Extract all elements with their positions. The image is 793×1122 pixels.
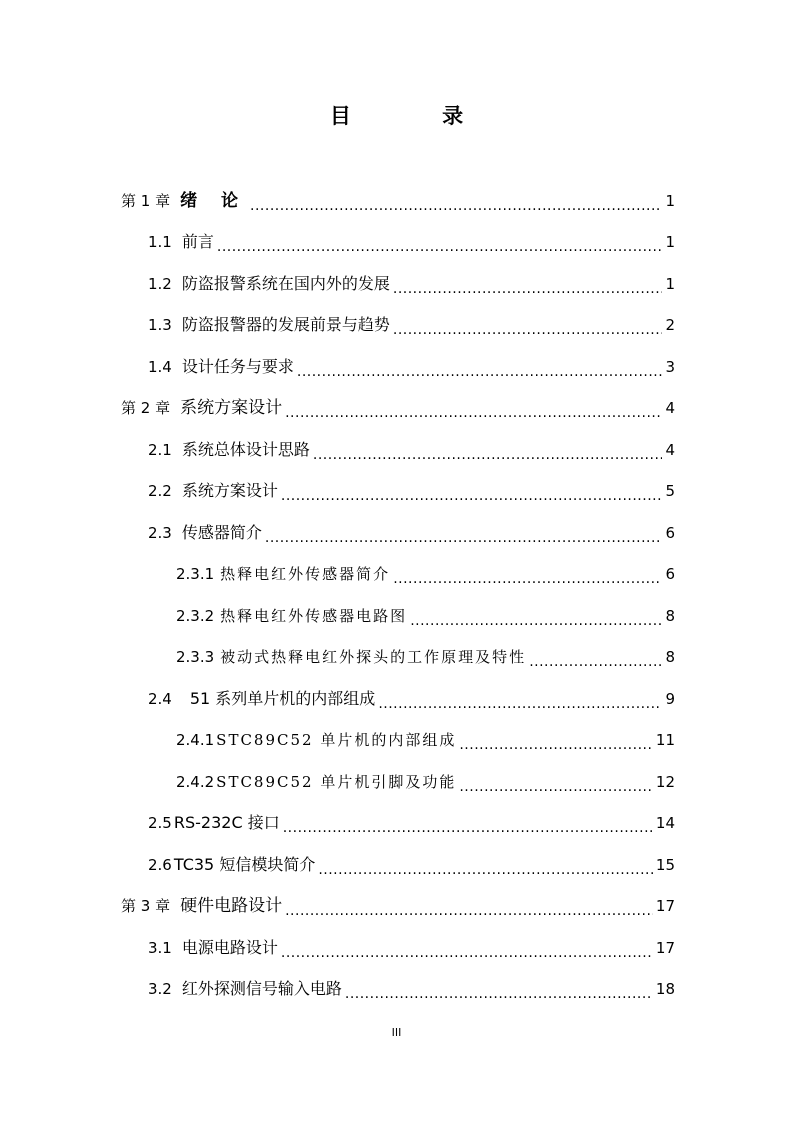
toc-entry-title: 绪 论 [180, 191, 248, 211]
toc-leader-dots [410, 601, 662, 631]
toc-entry-page: 15 [655, 856, 675, 874]
toc-entry-title: 设计任务与要求 [181, 357, 294, 376]
toc-entry-title: 热释电红外传感器电路图 [220, 607, 408, 625]
toc-entry-page: 18 [655, 980, 675, 998]
toc-entry-title: STC89C52 单片机引脚及功能 [216, 773, 457, 791]
toc-entry-2-3-3[interactable] [176, 642, 675, 672]
toc-entry-page: 5 [665, 482, 675, 500]
toc-entry-page: 6 [665, 565, 675, 583]
toc-entry-2-3[interactable] [148, 518, 675, 548]
toc-entry-page: 12 [655, 773, 675, 791]
toc-entry-2-1[interactable] [148, 435, 675, 465]
toc-entry-page: 6 [665, 524, 675, 542]
toc-entry-page: 1 [665, 192, 675, 210]
toc-entry-2-2[interactable] [148, 476, 675, 506]
toc-entry-title: 防盗报警系统在国内外的发展 [181, 274, 390, 293]
toc-entry-page: 3 [665, 358, 675, 376]
toc-leader-dots [345, 974, 653, 1004]
toc-entry-page: 14 [655, 814, 675, 832]
toc-leader-dots [281, 476, 663, 506]
toc-entry-title: 硬件电路设计 [180, 896, 283, 916]
toc-entry-number: 3.2 [148, 980, 172, 998]
toc-leader-dots [281, 933, 653, 963]
toc-entry-number: 2.3.2 [176, 607, 215, 625]
toc-entry-page: 4 [665, 399, 675, 417]
toc-leader-dots [393, 310, 663, 340]
toc-entry-number: 2.2 [148, 482, 172, 500]
toc-leader-dots [265, 518, 663, 548]
toc-entry-page: 1 [665, 233, 675, 251]
toc-entry-title: 热释电红外传感器简介 [220, 565, 391, 583]
toc-entry-2-4[interactable] [148, 684, 675, 714]
toc-entry-title: 被动式热释电红外探头的工作原理及特性 [220, 648, 527, 666]
toc-entry-2-6[interactable] [148, 850, 675, 880]
toc-entry-page: 17 [655, 939, 675, 957]
toc-leader-dots [313, 435, 663, 465]
toc-entry-number: 3.1 [148, 939, 172, 957]
toc-leader-dots [250, 186, 662, 216]
toc-entry-title: 传感器简介 [181, 523, 262, 542]
page-title: 目 录 [329, 104, 506, 128]
toc-entry-1-2[interactable] [148, 269, 675, 299]
toc-entry-chapter-2[interactable] [121, 393, 675, 423]
toc-entry-number: 2.3 [148, 524, 172, 542]
toc-leader-dots [285, 891, 653, 921]
toc-leader-dots [285, 393, 662, 423]
toc-entry-number: 1.2 [148, 275, 172, 293]
toc-entry-1-4[interactable] [148, 352, 675, 382]
toc-leader-dots [318, 850, 653, 880]
toc-entry-3-2[interactable] [148, 974, 675, 1004]
toc-entry-page: 1 [665, 275, 675, 293]
toc-leader-dots [393, 559, 662, 589]
toc-entry-title: STC89C52 单片机的内部组成 [216, 731, 457, 749]
toc-entry-1-1[interactable] [148, 227, 675, 257]
footer-page-number: III [391, 1026, 402, 1039]
toc-entry-title: 51 系列单片机的内部组成 [189, 689, 376, 708]
toc-entry-2-3-2[interactable] [176, 601, 675, 631]
toc-entry-page: 8 [665, 607, 675, 625]
toc-entry-title: 系统方案设计 [181, 481, 278, 500]
toc-entry-title: 红外探测信号输入电路 [181, 979, 342, 998]
toc-leader-dots [217, 227, 663, 257]
toc-entry-number: 1.1 [148, 233, 172, 251]
toc-entry-2-3-1[interactable] [176, 559, 675, 589]
toc-entry-number: 1.3 [148, 316, 172, 334]
toc-entry-number: 2.6 [148, 856, 172, 874]
toc-entry-2-5[interactable] [148, 808, 675, 838]
toc-entry-chapter-1[interactable] [121, 186, 675, 216]
toc-leader-dots [393, 269, 663, 299]
toc-entry-number: 1.4 [148, 358, 172, 376]
toc-leader-dots [459, 725, 653, 755]
toc-entry-number: 2.5 [148, 814, 172, 832]
toc-entry-title: 电源电路设计 [181, 938, 278, 957]
toc-entry-number: 第 3 章 [121, 897, 171, 915]
toc-entry-chapter-3[interactable] [121, 891, 675, 921]
toc-entry-page: 8 [665, 648, 675, 666]
toc-entry-number: 2.4.2 [176, 773, 215, 791]
toc-entry-title: 系统总体设计思路 [181, 440, 310, 459]
toc-leader-dots [529, 642, 662, 672]
toc-entry-page: 2 [665, 316, 675, 334]
toc-entry-2-4-1[interactable] [176, 725, 675, 755]
toc-leader-dots [378, 684, 662, 714]
toc-entry-page: 11 [655, 731, 675, 749]
toc-entry-number: 2.4.1 [176, 731, 215, 749]
toc-entry-1-3[interactable] [148, 310, 675, 340]
toc-entry-number: 第 2 章 [121, 399, 171, 417]
toc-leader-dots [459, 767, 653, 797]
toc-entry-2-4-2[interactable] [176, 767, 675, 797]
toc-entry-number: 2.1 [148, 441, 172, 459]
toc-entry-page: 17 [655, 897, 675, 915]
toc-entry-title: TC35 短信模块简介 [173, 855, 316, 874]
toc-entry-page: 9 [665, 690, 675, 708]
toc-entry-title: RS-232C 接口 [173, 813, 280, 832]
toc-leader-dots [297, 352, 663, 382]
toc-entry-number: 2.3.1 [176, 565, 215, 583]
toc-entry-title: 防盗报警器的发展前景与趋势 [181, 315, 390, 334]
toc-entry-number: 第 1 章 [121, 192, 171, 210]
toc-leader-dots [283, 808, 653, 838]
toc-entry-number: 2.4 [148, 690, 172, 708]
toc-entry-page: 4 [665, 441, 675, 459]
toc-entry-title: 系统方案设计 [180, 398, 283, 418]
toc-entry-title: 前言 [181, 232, 214, 251]
toc-entry-3-1[interactable] [148, 933, 675, 963]
toc-entry-number: 2.3.3 [176, 648, 215, 666]
